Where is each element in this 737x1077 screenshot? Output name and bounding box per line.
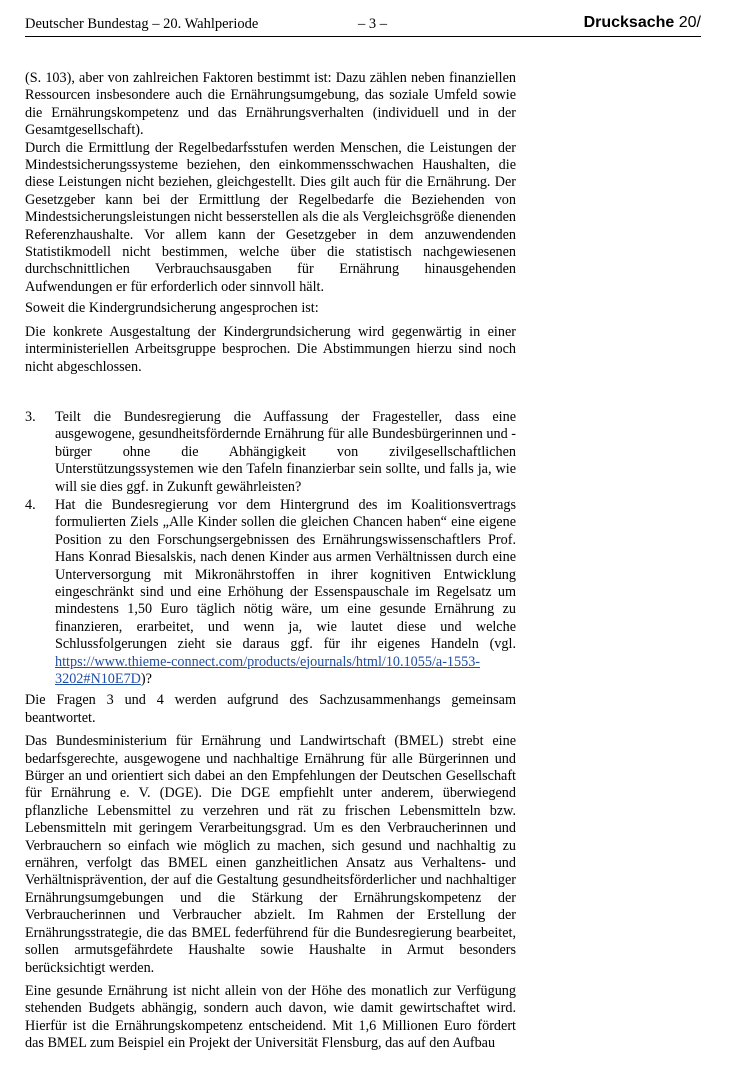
header-parliament-period: Deutscher Bundestag – 20. Wahlperiode <box>25 16 259 32</box>
question-text: Hat die Bundesregierung vor dem Hintergrund des im Koalitionsvertrags formulierten Ziels „Alle Kinder sollen die gleichen Chancen haben“ eine eigene Position zu den Forschungsergebnissen des Ernährungswissenschaftlers Prof. Hans Konrad Biesalskis, nach denen Kinder aus armen Verhältnissen durch eine Unterversorgung mit Mikronährstoffen in ihrer kognitiven Entwicklung eingeschränkt sind und eine Erhöhung der Essenspauschale im Regelsatz um mindestens 1,50 Euro täglich nötig wäre, um eine gesunde Ernährung zu finanzieren, erarbeitet, und wenn ja, wie lautet diese und welche Schlussfolgerungen zieht sie daraus ggf. für ihr eigenes Handeln (vgl. <box>55 496 516 653</box>
header-drucksache-number: 20/ <box>678 14 701 31</box>
question-number: 3. <box>25 408 36 425</box>
paragraph-continuation: (S. 103), aber von zahlreichen Faktoren bestimmt ist: Dazu zählen neben finanziellen Ressourcen insbesondere auch die Ernährungsumgebung, das soziale Umfeld sowie die Ernährungskompetenz und das Ernährungsverhalten (individuell und in der Gesamtgesellschaft). <box>25 70 516 139</box>
page-header <box>25 14 701 37</box>
thieme-connect-link[interactable]: https://www.thieme-connect.com/products/ejournals/html/10.1055/a-1553-3202#N10E7D <box>55 653 481 687</box>
paragraph-joint-answer: Die Fragen 3 und 4 werden aufgrund des Sachzusammenhangs gemeinsam beantwortet. <box>25 692 516 726</box>
question-4 <box>25 497 516 688</box>
document-body <box>25 70 516 1053</box>
question-number: 4. <box>25 496 36 513</box>
header-page-number: – 3 – <box>358 16 387 32</box>
paragraph-bmel: Das Bundesministerium für Ernährung und Landwirtschaft (BMEL) strebt eine bedarfsgerechte, ausgewogene und nachhaltige Ernährung für alle Bürgerinnen und Bürger an und orientiert sich dabei an den Empfehlungen der Deutschen Gesellschaft für Ernährung e. V. (DGE). Die DGE empfiehlt unter anderem, überwiegend pflanzliche Lebensmittel zu verzehren und rät zu frischen Lebensmitteln bzw. Lebensmitteln mit geringem Verarbeitungsgrad. Um es den Verbraucherinnen und Verbrauchern so einfach wie möglich zu machen, sich gesund und nachhaltig zu ernähren, verfolgt das BMEL einen ganzheitlichen Ansatz aus Verhaltens- und Verhältnisprävention, der auf die Gestaltung gesundheitsförderlicher und nachhaltiger Ernährungsumgebungen und die Stärkung der Ernährungskompetenz der Verbraucherinnen und Verbraucher abzielt. Im Rahmen der Erstellung der Ernährungsstrategie, die das BMEL federführend für die Bundesregierung bearbeitet, sollen armutsgefährdete Haushalte sowie Haushalte in Armut besonders berücksichtigt werden. <box>25 733 516 976</box>
question-text: Teilt die Bundesregierung die Auffassung der Fragesteller, dass eine ausgewogene, gesundheitsfördernde Ernährung für alle Bundesbürgerinnen und -bürger ohne die Abhängigkeit von zivilgesellschaftlichen Unterstützungssystemen wie den Tafeln finanzierbar sein sollte, und falls ja, wie will sie dies ggf. in Zukunft gewährleisten? <box>55 408 516 495</box>
paragraph-kindergrundsicherung: Die konkrete Ausgestaltung der Kindergrundsicherung wird gegenwärtig in einer interministeriellen Arbeitsgruppe besprochen. Die Abstimmungen hierzu sind noch nicht abgeschlossen. <box>25 323 516 375</box>
question-suffix: )? <box>140 671 152 687</box>
header-document-number <box>584 14 701 32</box>
paragraph-regelbedarf: Durch die Ermittlung der Regelbedarfsstufen werden Menschen, die Leistungen der Mindestsicherungssysteme beziehen, den einkommensschwachen Haushalten, die diese Leistungen nicht beziehen, gleichgestellt. Dies gilt auch für die Ernährung. Der Gesetzgeber kann bei der Ermittlung der Regelbedarfe die Beziehenden von Mindestsicherungsleistungen nicht besserstellen als die als Vergleichsgröße dienenden Referenzhaushalte. Vor allem kann der Gesetzgeber in dem anzuwendenden Statistikmodell nicht bestimmen, welche über die statistisch nachgewiesenen durchschnittlichen Verbrauchsausgaben für Ernährung hinausgehenden Aufwendungen er für erforderlich oder sinnvoll hält. <box>25 139 516 295</box>
paragraph-kindergrundsicherung-intro: Soweit die Kindergrundsicherung angesprochen ist: <box>25 300 319 317</box>
paragraph-budget: Eine gesunde Ernährung ist nicht allein von der Höhe des monatlich zur Verfügung stehenden Budgets abhängig, sondern auch davon, wie damit gewirtschaftet wird. Hierfür ist die Ernährungskompetenz entscheidend. Mit 1,6 Millionen Euro fördert das BMEL zum Beispiel ein Projekt der Universität Flensburg, das auf den Aufbau <box>25 982 516 1052</box>
question-3 <box>25 409 516 496</box>
header-drucksache-label: Drucksache <box>583 14 675 31</box>
